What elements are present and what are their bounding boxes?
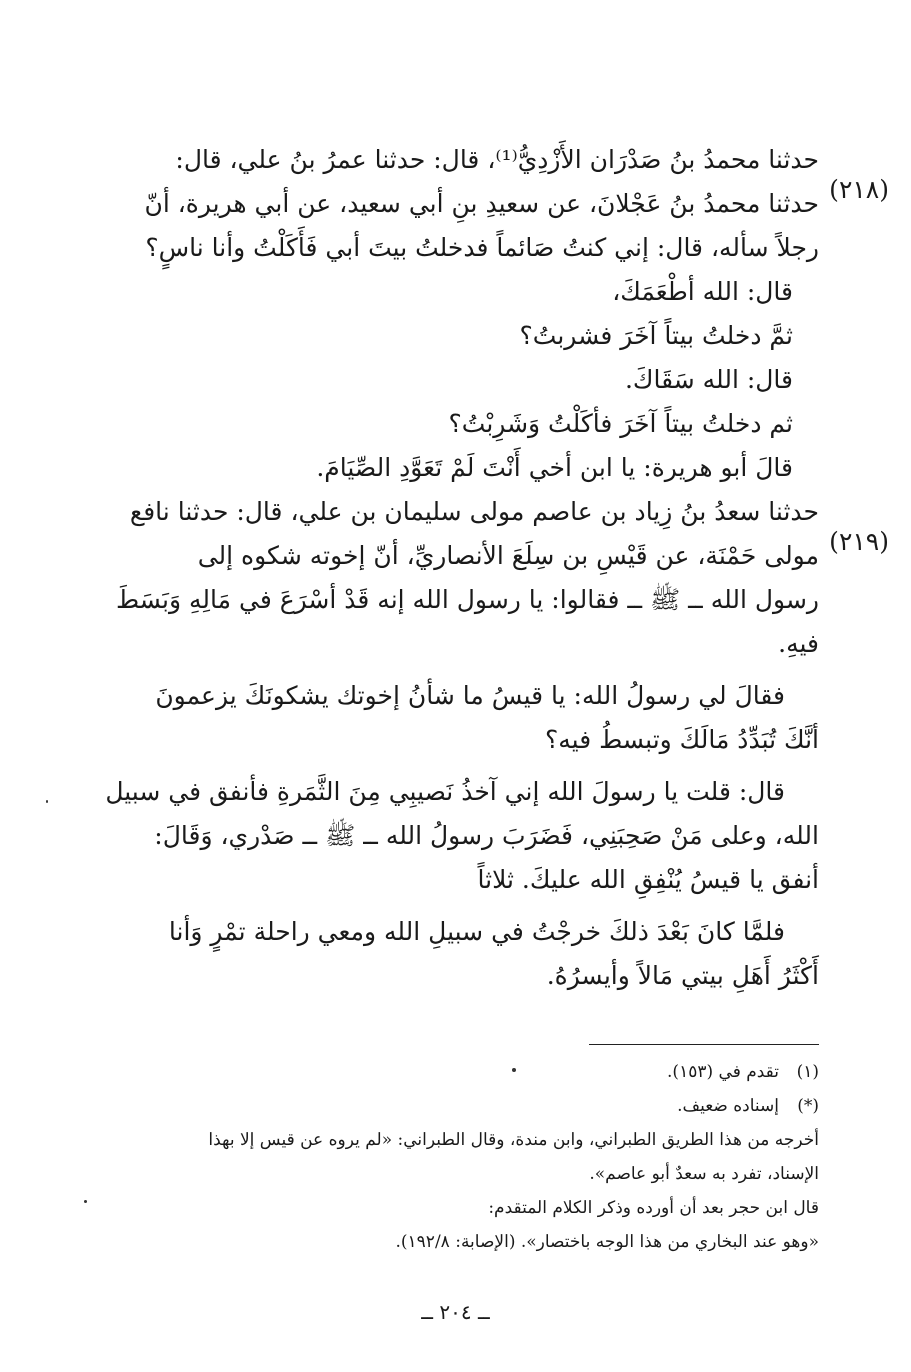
footnote-text: تقدم في (١٥٣). xyxy=(667,1062,779,1082)
paragraph-4 xyxy=(119,910,819,998)
dialogue-line-1: قال: الله أطْعَمَكَ، xyxy=(612,277,793,306)
hadith-219-number: (٢١٩) xyxy=(829,527,889,556)
hadith-219-line-3: رسول الله ــ ﷺ ــ فقالوا: يا رسول الله إنه قَدْ أسْرَعَ في مَالِهِ وَبَسَطَ xyxy=(116,585,819,614)
footnote-3: أخرجه من هذا الطريق الطبراني، وابن مندة، وقال الطبراني: «لم يروه عن قيس إلا بهذا xyxy=(208,1130,819,1150)
hadith-218-line-1: (٢١٨) حدثنا محمدُ بنُ صَدْرَان الأَزْدِيُّ⁽¹⁾، قال: حدثنا عمرُ بنُ علي، قال: xyxy=(119,138,819,182)
paragraph-4-line-1: فلمَّا كانَ بَعْدَ ذلكَ خرجْتُ في سبيلِ الله ومعي راحلة تمْرٍ وَأنا xyxy=(168,917,785,946)
dialogue-line-3: قال: الله سَقَاكَ. xyxy=(624,365,793,394)
paragraph-3 xyxy=(105,770,819,902)
hadith-219-line-1: (٢١٩) حدثنا سعدُ بنُ زِياد بن عاصم مولى سليمان بن علي، قال: حدثنا نافع xyxy=(119,490,819,534)
main-text xyxy=(105,138,889,998)
dialogue-line-4: ثم دخلتُ بيتاً آخَرَ فأكَلْتُ وَشَرِبْتُ؟ xyxy=(448,409,793,438)
paragraph-2 xyxy=(119,674,819,762)
hadith-218-line-3: رجلاً سأله، قال: إني كنتُ صَائماً فدخلتُ بيتَ أبي فَأَكَلْتُ وأنا ناسٍ؟ xyxy=(145,233,819,262)
hadith-219-line-4: فيهِ. xyxy=(778,629,819,658)
paragraph-3-line-1: قال: قلت يا رسولَ الله إني آخذُ نَصيبِي مِنَ الثَّمَرةِ فأنفق في سبيل xyxy=(105,777,785,806)
paragraph-2-line-1: فقالَ لي رسولُ الله: يا قيسُ ما شأنُ إخوتك يشكونَكَ يزعمونَ xyxy=(155,681,785,710)
dialogue-line-2: ثمَّ دخلتُ بيتاً آخَرَ فشربتُ؟ xyxy=(519,321,793,350)
page-number: ــ ٢٠٤ ــ xyxy=(421,1300,490,1324)
footnotes xyxy=(94,1055,819,1259)
footnote-2 xyxy=(94,1089,819,1123)
hadith-218 xyxy=(119,138,889,490)
footnote-label: (*) xyxy=(797,1096,819,1116)
hadith-219-line-2: مولى حَمْنَة، عن قَيْسِ بن سِلَعَ الأنصاريِّ، أنّ إخوته شكوه إلى xyxy=(197,541,819,570)
footnote-5: قال ابن حجر بعد أن أورده وذكر الكلام المتقدم: xyxy=(488,1198,819,1218)
footnote-separator xyxy=(589,1044,819,1045)
scan-speck xyxy=(46,800,48,803)
paragraph-3-line-2: الله، وعلى مَنْ صَحِبَنِي، فَضَرَبَ رسولُ الله ــ ﷺ ــ صَدْري، وَقَالَ: xyxy=(154,821,819,850)
hadith-218-number: (٢١٨) xyxy=(829,175,889,204)
scan-speck xyxy=(84,1200,87,1203)
hadith-219 xyxy=(105,490,889,998)
paragraph-2-line-2: أنَّكَ تُبَدِّدُ مَالَكَ وتبسطُ فيه؟ xyxy=(545,725,819,754)
hadith-218-line-2: حدثنا محمدُ بنُ عَجْلانَ، عن سعيدِ بنِ أبي سعيد، عن أبي هريرة، أنّ xyxy=(144,189,819,218)
footnote-text: إسناده ضعيف. xyxy=(677,1096,779,1116)
footnote-4: الإسناد، تفرد به سعدٌ أبو عاصم». xyxy=(589,1164,819,1184)
paragraph-4-line-2: أَكْثَرُ أَهَلِ بيتي مَالاً وأيسرُهُ. xyxy=(546,961,819,990)
paragraph-3-line-3: أنفق يا قيسُ يُنْفِقِ الله عليكَ. ثلاثاً xyxy=(477,865,819,894)
scan-speck xyxy=(512,1068,516,1072)
footnote-label: (١) xyxy=(796,1062,819,1082)
footnote-1 xyxy=(94,1055,819,1089)
footnote-6: «وهو عند البخاري من هذا الوجه باختصار». (الإصابة: ١٩٢/٨). xyxy=(395,1232,819,1252)
dialogue-line-5: قالَ أبو هريرة: يا ابن أخي أَنْتَ لَمْ تَعَوَّدِ الصِّيَامَ. xyxy=(316,453,793,482)
